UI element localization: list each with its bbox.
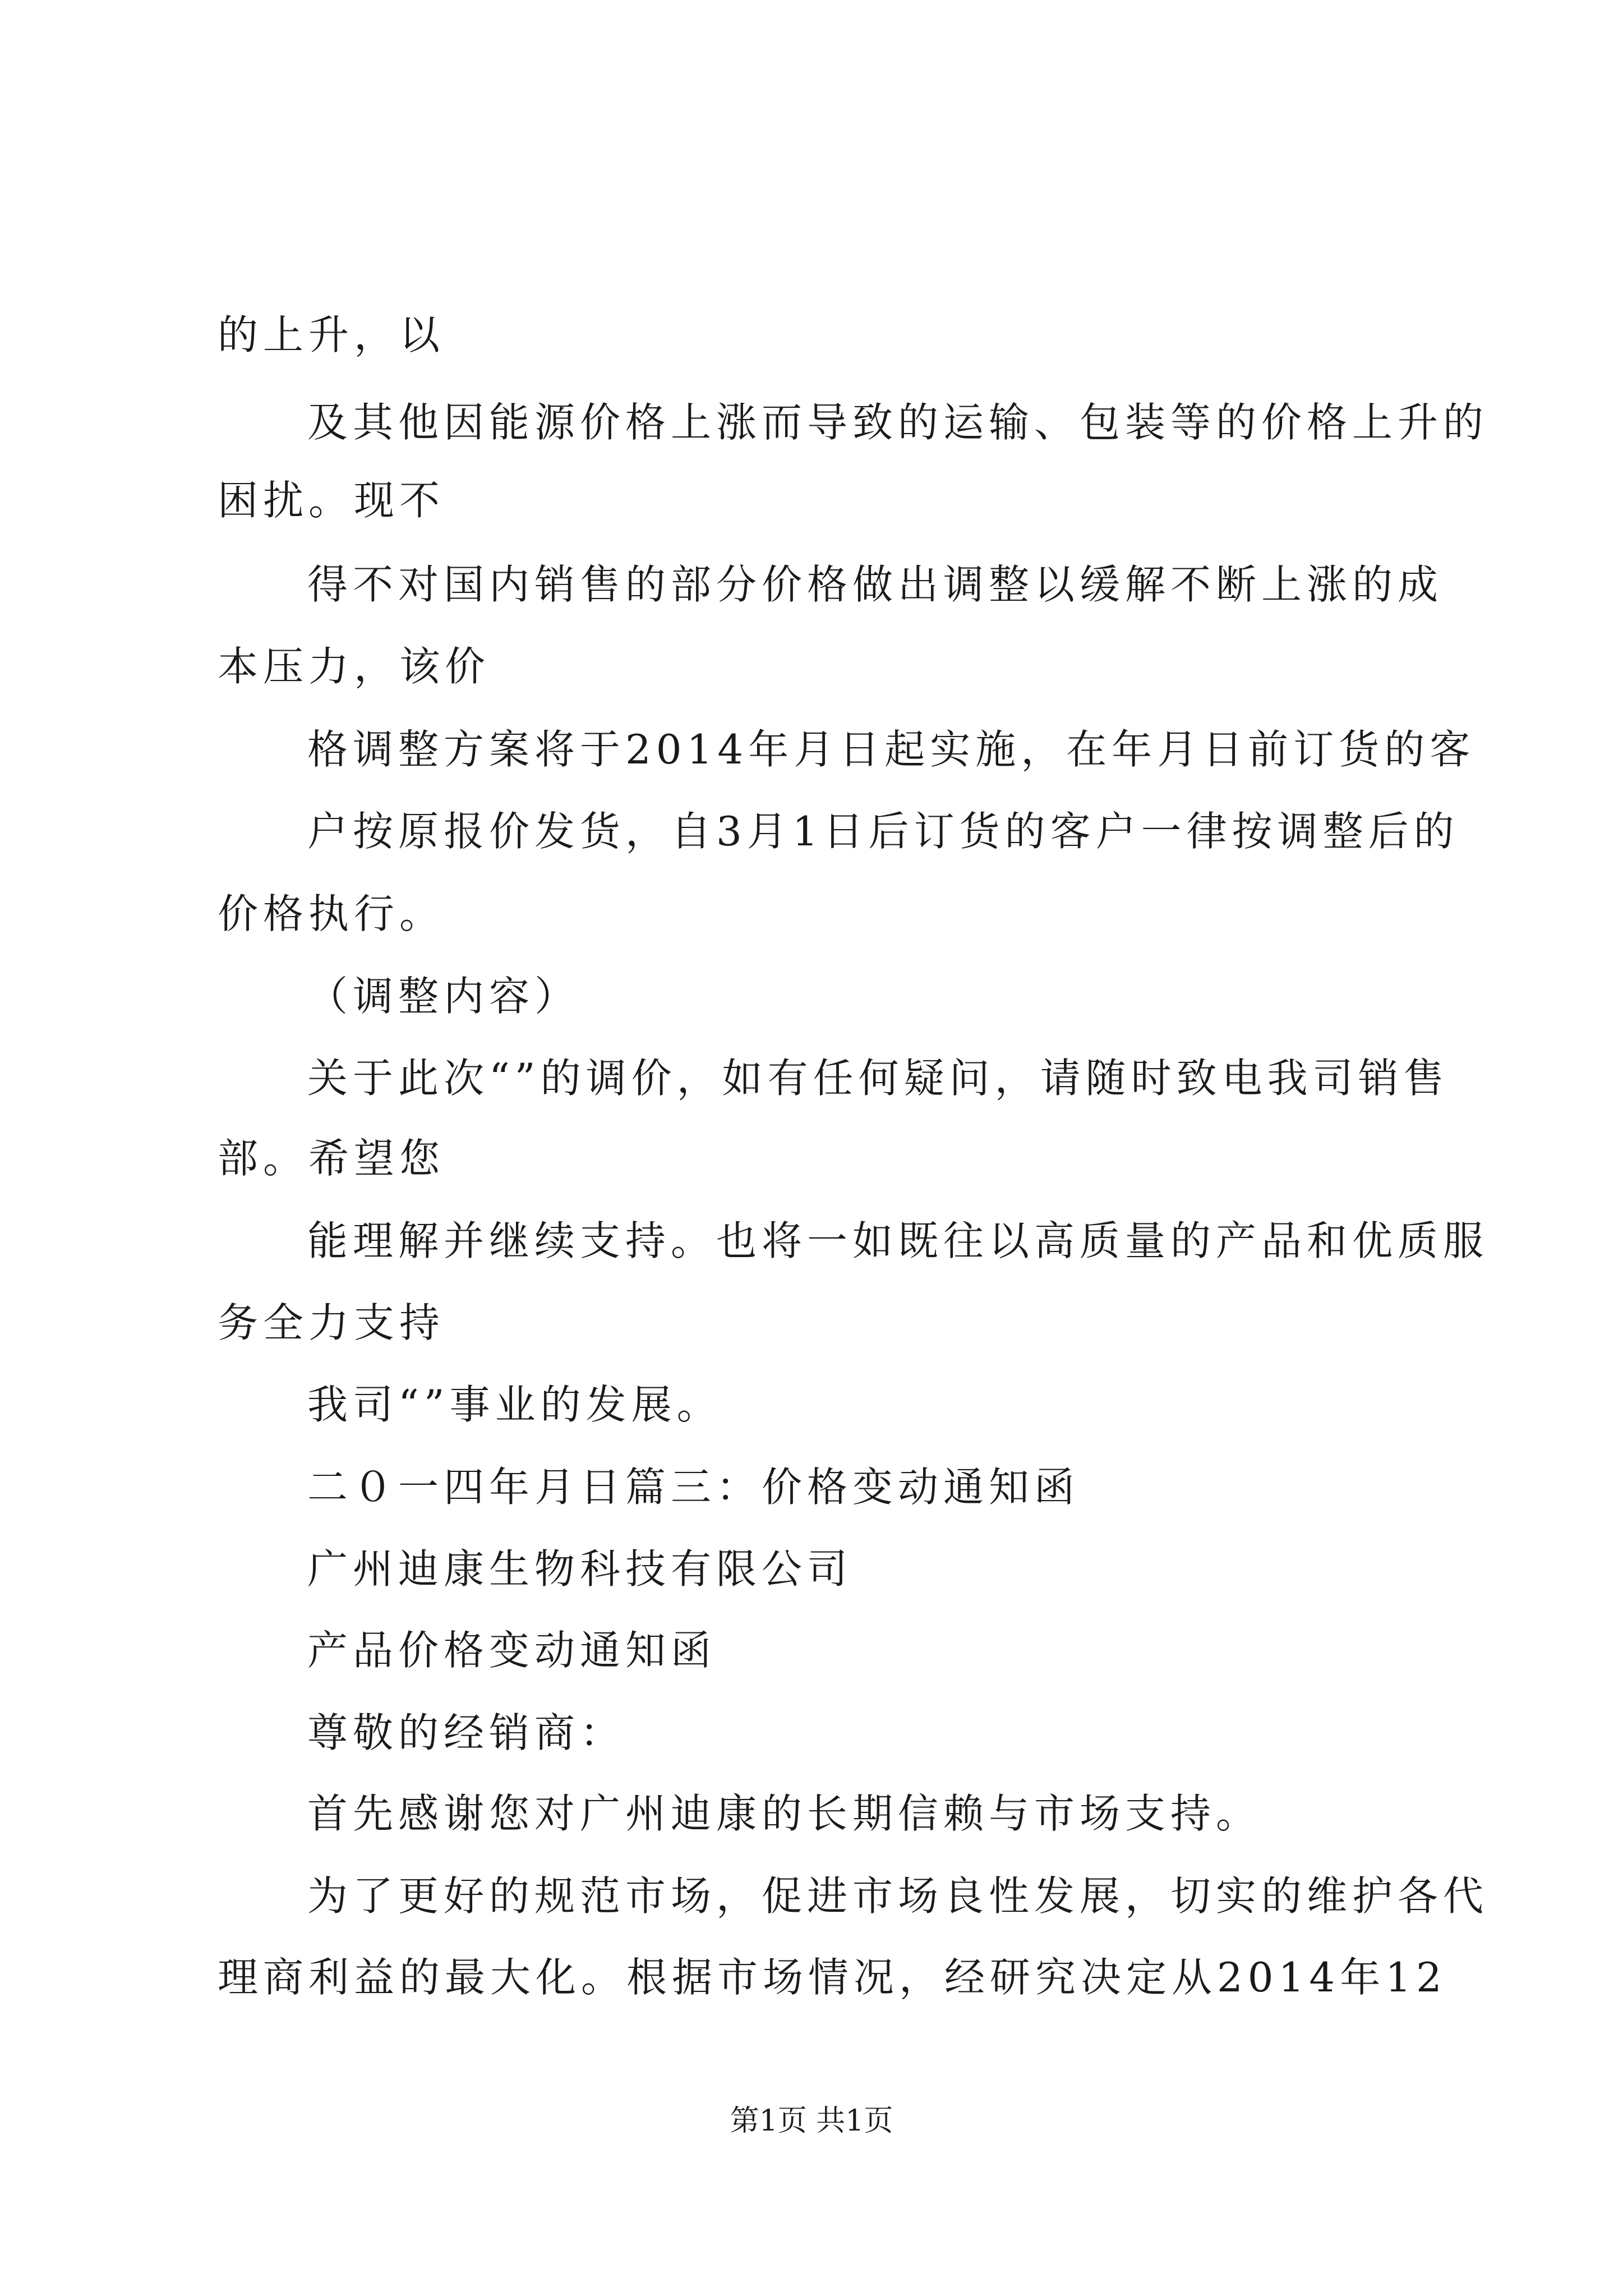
- text-line: 及其他因能源价格上涨而导致的运输、包装等的价格上升的: [307, 399, 1489, 446]
- text-line: 户按原报价发货，自3月1日后订货的客户一律按调整后的: [307, 808, 1459, 855]
- page-number-footer: 第1页 共1页: [730, 2104, 893, 2138]
- text-line: 广州迪康生物科技有限公司: [307, 1545, 853, 1593]
- text-line: 价格执行。: [218, 890, 445, 937]
- text-line: 格调整方案将于2014年月日起实施，在年月日前订货的客: [307, 726, 1476, 773]
- text-line: 的上升，以: [218, 311, 445, 358]
- text-line: 产品价格变动通知函: [307, 1627, 717, 1674]
- text-line: 本压力，该价: [218, 643, 491, 690]
- text-line: 我司“”事业的发展。: [307, 1381, 722, 1428]
- text-line: 能理解并继续支持。也将一如既往以高质量的产品和优质服: [307, 1217, 1489, 1264]
- text-line: 务全力支持: [218, 1299, 445, 1346]
- text-line: 尊敬的经销商：: [307, 1709, 626, 1756]
- text-line: 部。希望您: [218, 1135, 445, 1182]
- text-line: 首先感谢您对广州迪康的长期信赖与市场支持。: [307, 1790, 1262, 1837]
- text-line: 困扰。现不: [218, 477, 445, 524]
- text-line: 关于此次“”的调价，如有任何疑问，请随时致电我司销售: [307, 1055, 1449, 1102]
- text-line: 理商利益的最大化。根据市场情况，经研究决定从2014年12: [218, 1954, 1447, 2001]
- text-line: 二０一四年月日篇三：价格变动通知函: [307, 1464, 1080, 1511]
- text-line: 得不对国内销售的部分价格做出调整以缓解不断上涨的成: [307, 561, 1444, 608]
- text-line: 为了更好的规范市场，促进市场良性发展，切实的维护各代: [307, 1872, 1489, 1920]
- text-line: （调整内容）: [307, 973, 580, 1020]
